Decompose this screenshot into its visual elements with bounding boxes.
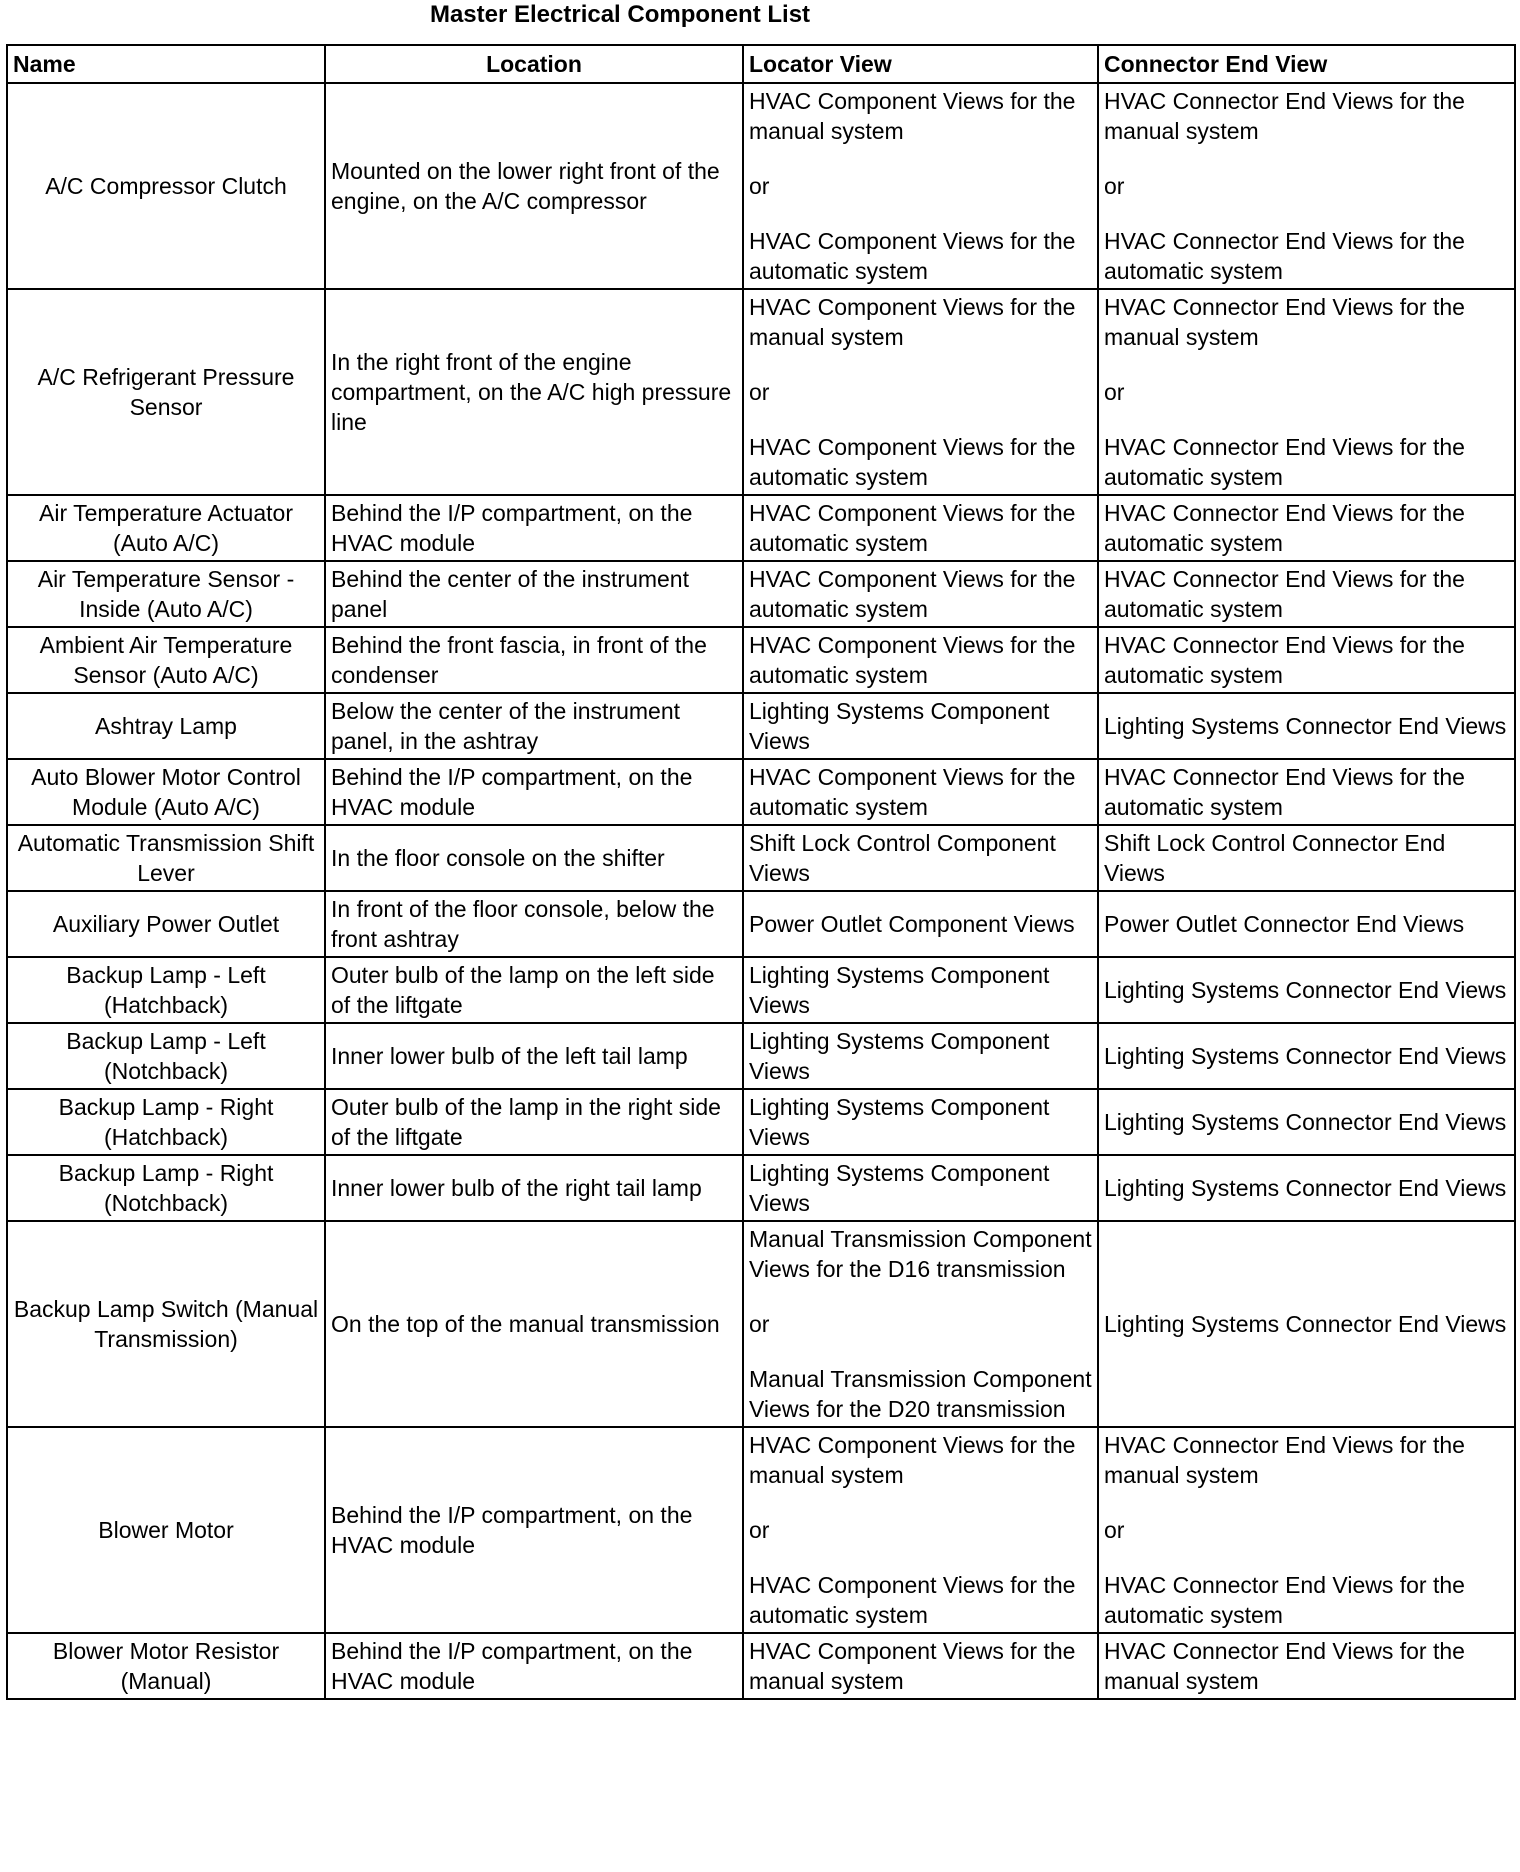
locator-view-reference: HVAC Component Views for the automatic system [749,566,1076,622]
connector-end-view-cell [1098,1221,1515,1427]
locator-view-cell [743,759,1098,825]
column-header-locator-view: Locator View [743,45,1098,83]
component-name-cell: Ashtray Lamp [7,693,325,759]
connector-end-view-reference: Lighting Systems Connector End Views [1104,1175,1507,1201]
component-table [6,44,1516,1700]
connector-end-view-reference: HVAC Connector End Views for the automatic system [1104,566,1465,622]
connector-end-view-cell [1098,1155,1515,1221]
locator-view-cell [743,1155,1098,1221]
location-cell: In the floor console on the shifter [325,825,743,891]
connector-end-view-reference: HVAC Connector End Views for the manual system [1104,1638,1465,1694]
connector-end-view-cell [1098,495,1515,561]
locator-view-cell [743,957,1098,1023]
connector-end-view-cell [1098,1023,1515,1089]
component-name-cell: Backup Lamp Switch (Manual Transmission) [7,1221,325,1427]
location-cell: Behind the front fascia, in front of the condenser [325,627,743,693]
connector-end-view-cell [1098,957,1515,1023]
locator-view-reference: Lighting Systems Component Views [749,1094,1050,1150]
location-cell: In front of the floor console, below the front ashtray [325,891,743,957]
locator-view-cell [743,289,1098,495]
locator-view-reference: HVAC Component Views for the manual system [749,294,1076,350]
table-row [7,1023,1515,1089]
connector-end-view-cell [1098,891,1515,957]
connector-end-view-cell [1098,759,1515,825]
locator-view-cell [743,891,1098,957]
table-row [7,561,1515,627]
table-row [7,957,1515,1023]
locator-view-reference: Lighting Systems Component Views [749,698,1050,754]
locator-view-reference: Shift Lock Control Component Views [749,830,1056,886]
table-row [7,1155,1515,1221]
connector-end-view-cell [1098,825,1515,891]
locator-view-reference: Lighting Systems Component Views [749,1160,1050,1216]
locator-view-reference: HVAC Component Views for the automatic system [749,1572,1076,1628]
component-name-cell: Blower Motor [7,1427,325,1633]
connector-end-view-cell [1098,1633,1515,1699]
locator-view-cell [743,1089,1098,1155]
locator-view-cell [743,1023,1098,1089]
table-row [7,1089,1515,1155]
location-cell: Outer bulb of the lamp in the right side of the liftgate [325,1089,743,1155]
locator-view-reference: Manual Transmission Component Views for the D16 transmission [749,1226,1092,1282]
locator-view-reference: HVAC Component Views for the automatic system [749,228,1076,284]
locator-view-reference: HVAC Component Views for the automatic system [749,632,1076,688]
connector-end-view-reference: Lighting Systems Connector End Views [1104,1109,1507,1135]
connector-end-view-cell [1098,1427,1515,1633]
or-separator: or [1104,173,1125,199]
component-name-cell: Backup Lamp - Right (Hatchback) [7,1089,325,1155]
component-name-cell: Automatic Transmission Shift Lever [7,825,325,891]
component-name-cell: A/C Compressor Clutch [7,83,325,289]
column-header-connector-end-view: Connector End View [1098,45,1515,83]
table-row [7,825,1515,891]
connector-end-view-cell [1098,289,1515,495]
connector-end-view-cell [1098,693,1515,759]
table-row [7,759,1515,825]
location-cell: Behind the I/P compartment, on the HVAC module [325,1633,743,1699]
connector-end-view-reference: Lighting Systems Connector End Views [1104,713,1507,739]
or-separator: or [749,1517,770,1543]
connector-end-view-reference: Lighting Systems Connector End Views [1104,1043,1507,1069]
column-header-name: Name [7,45,325,83]
locator-view-reference: HVAC Component Views for the manual system [749,1432,1076,1488]
locator-view-reference: HVAC Component Views for the manual system [749,1638,1076,1694]
table-row [7,627,1515,693]
component-name-cell: Ambient Air Temperature Sensor (Auto A/C) [7,627,325,693]
connector-end-view-cell [1098,627,1515,693]
component-name-cell: Auxiliary Power Outlet [7,891,325,957]
component-name-cell: Air Temperature Sensor - Inside (Auto A/C) [7,561,325,627]
locator-view-reference: Lighting Systems Component Views [749,1028,1050,1084]
location-cell: Inner lower bulb of the left tail lamp [325,1023,743,1089]
component-name-cell: A/C Refrigerant Pressure Sensor [7,289,325,495]
connector-end-view-reference: HVAC Connector End Views for the automatic system [1104,632,1465,688]
connector-end-view-cell [1098,83,1515,289]
table-row [7,289,1515,495]
table-row [7,1221,1515,1427]
location-cell: Below the center of the instrument panel, in the ashtray [325,693,743,759]
connector-end-view-cell [1098,1089,1515,1155]
table-row [7,1633,1515,1699]
table-row [7,495,1515,561]
or-separator: or [749,379,770,405]
locator-view-reference: HVAC Component Views for the automatic system [749,434,1076,490]
locator-view-reference: Power Outlet Component Views [749,911,1075,937]
component-name-cell: Air Temperature Actuator (Auto A/C) [7,495,325,561]
locator-view-cell [743,825,1098,891]
table-row [7,891,1515,957]
component-name-cell: Blower Motor Resistor (Manual) [7,1633,325,1699]
connector-end-view-reference: HVAC Connector End Views for the automatic system [1104,1572,1465,1628]
locator-view-reference: HVAC Component Views for the automatic system [749,500,1076,556]
component-name-cell: Backup Lamp - Left (Hatchback) [7,957,325,1023]
or-separator: or [1104,379,1125,405]
location-cell: Behind the I/P compartment, on the HVAC module [325,1427,743,1633]
connector-end-view-reference: Lighting Systems Connector End Views [1104,977,1507,1003]
table-row [7,83,1515,289]
location-cell: Inner lower bulb of the right tail lamp [325,1155,743,1221]
connector-end-view-reference: HVAC Connector End Views for the manual system [1104,1432,1465,1488]
connector-end-view-reference: HVAC Connector End Views for the automatic system [1104,228,1465,284]
connector-end-view-reference: Lighting Systems Connector End Views [1104,1311,1507,1337]
table-header-row [7,45,1515,83]
location-cell: Mounted on the lower right front of the engine, on the A/C compressor [325,83,743,289]
column-header-location: Location [325,45,743,83]
table-row [7,1427,1515,1633]
table-body [7,83,1515,1699]
location-cell: In the right front of the engine compartment, on the A/C high pressure line [325,289,743,495]
connector-end-view-reference: HVAC Connector End Views for the automatic system [1104,434,1465,490]
component-name-cell: Backup Lamp - Right (Notchback) [7,1155,325,1221]
locator-view-cell [743,693,1098,759]
or-separator: or [749,1311,770,1337]
table-row [7,693,1515,759]
component-name-cell: Backup Lamp - Left (Notchback) [7,1023,325,1089]
connector-end-view-reference: HVAC Connector End Views for the manual system [1104,294,1465,350]
or-separator: or [749,173,770,199]
connector-end-view-reference: HVAC Connector End Views for the automatic system [1104,764,1465,820]
locator-view-cell [743,561,1098,627]
connector-end-view-reference: HVAC Connector End Views for the automatic system [1104,500,1465,556]
component-name-cell: Auto Blower Motor Control Module (Auto A/C) [7,759,325,825]
location-cell: On the top of the manual transmission [325,1221,743,1427]
locator-view-reference: HVAC Component Views for the manual system [749,88,1076,144]
location-cell: Behind the center of the instrument panel [325,561,743,627]
locator-view-cell [743,1221,1098,1427]
or-separator: or [1104,1517,1125,1543]
locator-view-cell [743,1427,1098,1633]
connector-end-view-reference: Shift Lock Control Connector End Views [1104,830,1446,886]
location-cell: Behind the I/P compartment, on the HVAC module [325,759,743,825]
locator-view-cell [743,83,1098,289]
location-cell: Outer bulb of the lamp on the left side of the liftgate [325,957,743,1023]
document-title: Master Electrical Component List [429,1,811,28]
locator-view-reference: Lighting Systems Component Views [749,962,1050,1018]
locator-view-cell [743,627,1098,693]
locator-view-reference: Manual Transmission Component Views for the D20 transmission [749,1366,1092,1422]
locator-view-cell [743,1633,1098,1699]
locator-view-cell [743,495,1098,561]
location-cell: Behind the I/P compartment, on the HVAC module [325,495,743,561]
connector-end-view-cell [1098,561,1515,627]
connector-end-view-reference: HVAC Connector End Views for the manual system [1104,88,1465,144]
locator-view-reference: HVAC Component Views for the automatic system [749,764,1076,820]
connector-end-view-reference: Power Outlet Connector End Views [1104,911,1465,937]
